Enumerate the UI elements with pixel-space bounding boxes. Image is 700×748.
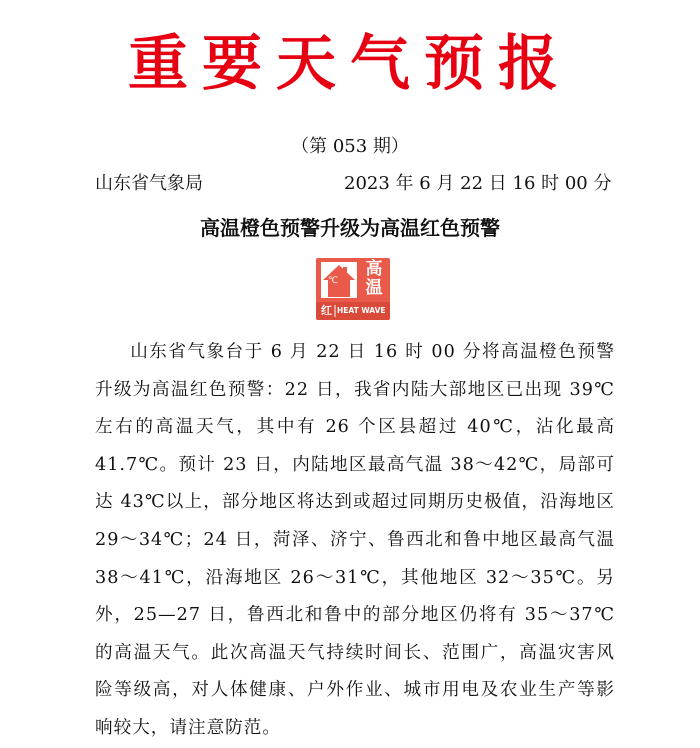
document-title: 重要天气预报 <box>128 29 572 99</box>
issuer: 山东省气象局 <box>95 173 203 194</box>
signal-label: 高温 <box>365 259 383 298</box>
house-icon <box>320 261 358 299</box>
heat-wave-red-signal-icon <box>316 258 390 320</box>
forecast-body: 山东省气象台于 6 月 22 日 16 时 00 分将高温橙色预警升级为高温红色预警：22 日，我省内陆大部地区已出现 39℃左右的高温天气，其中有 26 个区县超过 40℃，沾化最高 41.7℃。预计 23 日，内陆地区最高气温 38～42℃，局部可达 43℃以上，部分地区将达到或超过同期历史极值，沿海地区 29～34℃；24 日，菏泽、济宁、鲁西北和鲁中地区最高气温 38～41℃，沿海地区 26～31℃，其他地区 32～35℃。另外，25—27 日，鲁西北和鲁中的部分地区仍将有 35～37℃的高温天气。此次高温天气持续时间长、范围广，高温灾害风险等级高，对人体健康、户外作业、城市用电及农业生产等影响较大，请注意防范。 <box>95 342 615 738</box>
issue-datetime: 2023 年 6 月 22 日 16 时 00 分 <box>344 173 612 194</box>
signal-level: 红 <box>321 304 332 317</box>
signal-english-label: HEAT WAVE <box>337 306 386 315</box>
headline: 高温橙色预警升级为高温红色预警 <box>200 216 500 240</box>
issue-number: （第 053 期） <box>291 136 409 157</box>
signal-temp-mark: ℃ <box>328 276 339 286</box>
